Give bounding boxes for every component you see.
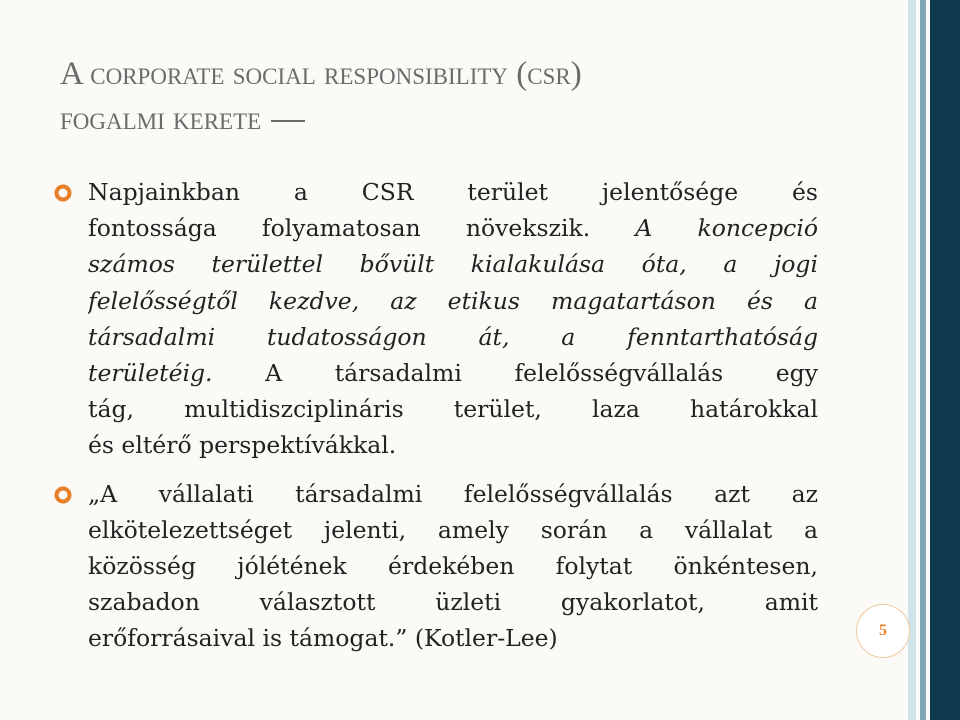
text-run: erőforrásaival is támogat.” (Kotler-Lee) [88, 624, 558, 653]
text-run: és eltérő perspektívákkal. [88, 431, 397, 460]
decor-stripe-light [908, 0, 916, 720]
bullet-line [88, 246, 818, 282]
bullet-line [88, 584, 818, 620]
italic-text-run: A koncepció [635, 214, 818, 243]
slide-body [88, 174, 818, 668]
text-run: elkötelezettséget jelenti, amely során a vállalat a [88, 515, 818, 544]
slide-title [60, 52, 870, 142]
text-run: közösség jólétének érdekében folytat önkéntesen, [88, 551, 818, 580]
decor-stripe-dark [930, 0, 960, 720]
bullet-line [88, 283, 818, 319]
bullet-line [88, 174, 818, 210]
slide-title-line1: A corporate social responsibility (csr) [60, 56, 582, 92]
text-run: A társadalmi felelősségvállalás egy [212, 358, 818, 387]
text-run: „A vállalati társadalmi felelősségvállalás azt az [88, 479, 818, 508]
bullet-line [88, 476, 818, 512]
italic-text-run: társadalmi tudatosságon át, a fenntarthatóság [88, 322, 818, 351]
bullet-line [88, 210, 818, 246]
text-run: tág, multidiszciplináris terület, laza határokkal [88, 395, 818, 424]
bullet-line [88, 427, 818, 463]
page-number: 5 [879, 622, 887, 639]
italic-text-run: felelősségtől kezdve, az etikus magatartáson és a [88, 286, 818, 315]
text-run: Napjainkban a CSR terület jelentősége és [88, 178, 818, 206]
bullet-line [88, 391, 818, 427]
text-run: fontossága folyamatosan növekszik. [88, 214, 636, 243]
title-dash [271, 120, 305, 122]
italic-text-run: területéig. [88, 358, 213, 387]
slide-title-line2 [60, 97, 870, 142]
bullet-line [88, 319, 818, 355]
slide-title-line2-text: fogalmi kerete [60, 101, 262, 137]
page-number-badge [856, 604, 910, 658]
bullet-item [88, 476, 818, 657]
italic-text-run: számos területtel bővült kialakulása óta, a jogi [88, 250, 818, 279]
bullet-line [88, 620, 818, 656]
bullet-item [88, 174, 818, 464]
bullet-line [88, 548, 818, 584]
bullet-line [88, 512, 818, 548]
bullet-line [88, 355, 818, 391]
ring-bullet-icon [54, 486, 72, 504]
text-run: szabadon választott üzleti gyakorlatot, amit [88, 588, 818, 617]
ring-bullet-icon [54, 184, 72, 202]
